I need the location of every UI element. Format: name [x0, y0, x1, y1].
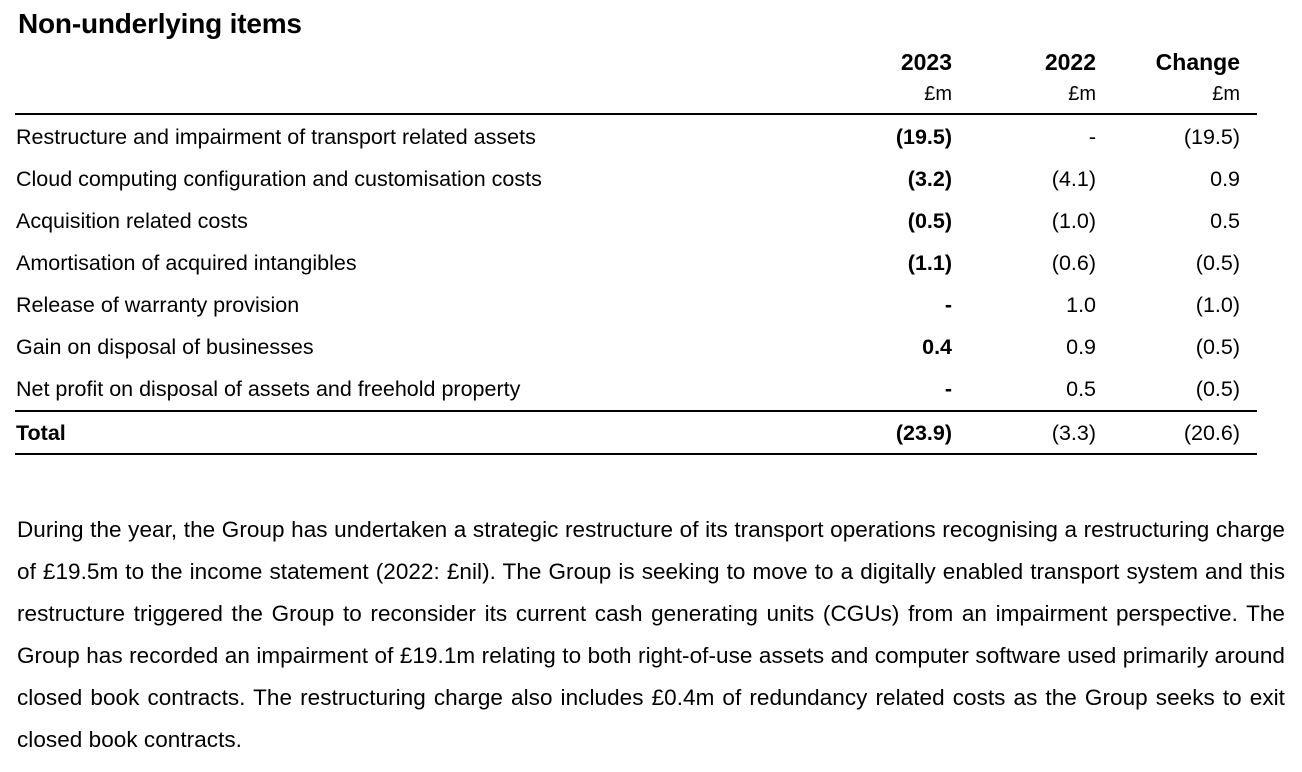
- row-label: Release of warranty provision: [16, 293, 300, 317]
- table-row: [0, 284, 1302, 326]
- explanatory-paragraph: During the year, the Group has undertaken a strategic restructure of its transport operations recognising a restructuring charge of £19.5m to the income statement (2022: £nil). The Group is seeking to move to a digitally enabled transport system and this restructure triggered the Group to reconsider its current cash generating units (CGUs) from an impairment perspective. The Group has recorded an impairment of £19.1m relating to both right-of-use assets and computer software used primarily around closed book contracts. The restructuring charge also includes £0.4m of redundancy related costs as the Group seeks to exit closed book contracts.: [17, 517, 1285, 752]
- value-2022: 0.5: [1066, 377, 1096, 401]
- header-divider: [15, 113, 1257, 115]
- total-2022: (3.3): [1051, 421, 1096, 445]
- value-2023: -: [944, 293, 952, 317]
- value-2023: 0.4: [922, 335, 952, 359]
- column-header-2022: 2022: [1044, 49, 1096, 75]
- value-2023: -: [944, 377, 952, 401]
- table-row: [0, 200, 1302, 242]
- section-title: Non-underlying items: [18, 8, 302, 39]
- value-2022: (0.6): [1051, 251, 1096, 275]
- total-2023: (23.9): [895, 421, 952, 445]
- value-change: (0.5): [1195, 335, 1240, 359]
- row-label: Amortisation of acquired intangibles: [16, 251, 357, 275]
- table-row: [0, 326, 1302, 368]
- value-change: (19.5): [1183, 125, 1240, 149]
- total-row: [0, 412, 1302, 454]
- value-2022: 1.0: [1066, 293, 1096, 317]
- value-change: (0.5): [1195, 377, 1240, 401]
- total-label: Total: [16, 421, 66, 445]
- row-label: Cloud computing configuration and customisation costs: [16, 167, 542, 191]
- row-label: Restructure and impairment of transport related assets: [16, 125, 536, 149]
- value-2022: -: [1088, 125, 1096, 149]
- value-change: (0.5): [1195, 251, 1240, 275]
- row-label: Net profit on disposal of assets and freehold property: [16, 377, 521, 401]
- table-row: [0, 158, 1302, 200]
- value-2023: (0.5): [907, 209, 952, 233]
- value-2023: (19.5): [895, 125, 952, 149]
- row-label: Gain on disposal of businesses: [16, 335, 314, 359]
- column-unit-2022: £m: [1068, 83, 1096, 105]
- column-header-2023: 2023: [900, 49, 952, 75]
- column-unit-2023: £m: [924, 83, 952, 105]
- row-label: Acquisition related costs: [16, 209, 248, 233]
- total-change: (20.6): [1183, 421, 1240, 445]
- value-2023: (1.1): [907, 251, 952, 275]
- value-2023: (3.2): [907, 167, 952, 191]
- value-2022: (1.0): [1051, 209, 1096, 233]
- value-change: 0.5: [1210, 209, 1240, 233]
- total-divider-bottom: [15, 453, 1257, 455]
- value-2022: (4.1): [1051, 167, 1096, 191]
- value-2022: 0.9: [1066, 335, 1096, 359]
- value-change: 0.9: [1210, 167, 1240, 191]
- value-change: (1.0): [1195, 293, 1240, 317]
- table-row: [0, 116, 1302, 158]
- table-row: [0, 242, 1302, 284]
- column-unit-change: £m: [1212, 83, 1240, 105]
- column-header-change: Change: [1155, 49, 1240, 75]
- table-row: [0, 368, 1302, 410]
